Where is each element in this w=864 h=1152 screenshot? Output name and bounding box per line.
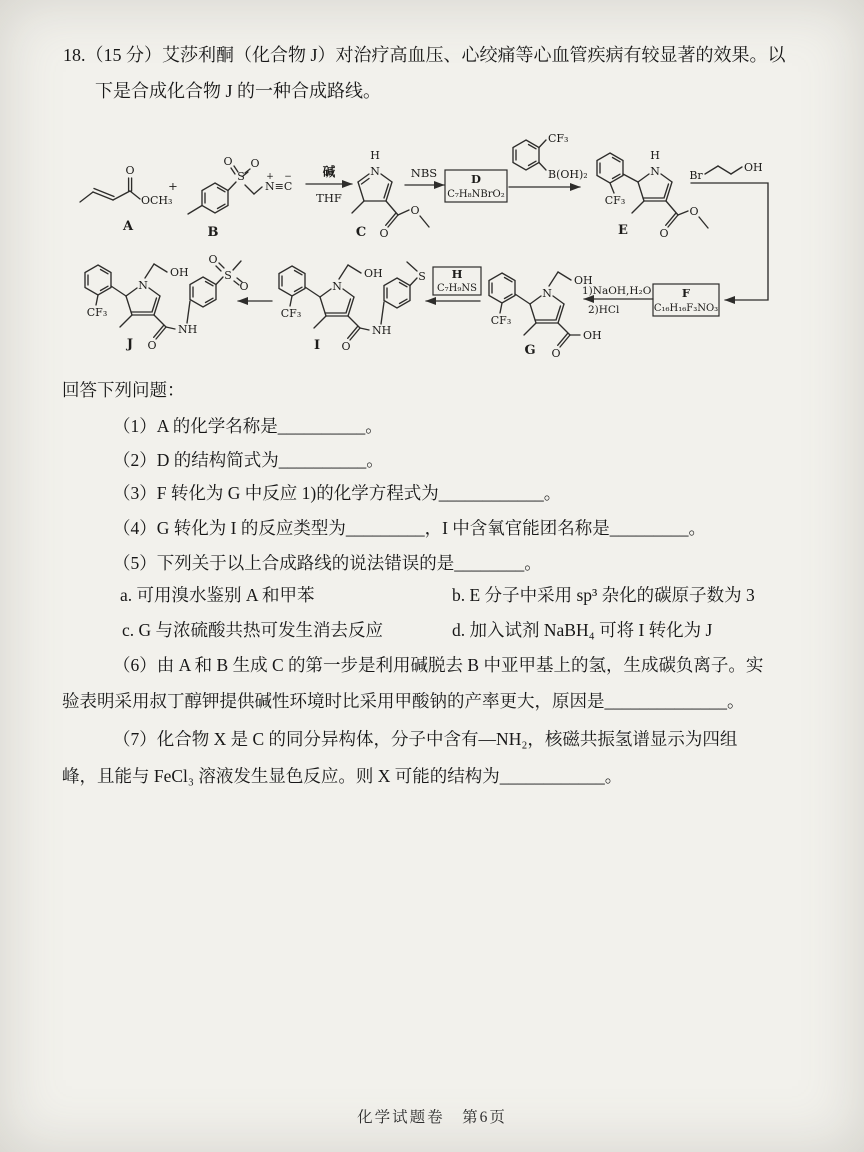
question-5: （5）下列关于以上合成路线的说法错误的是________。 xyxy=(113,553,542,573)
carbonyl-o-label: O xyxy=(379,227,389,240)
compound-f-letter: F xyxy=(681,286,691,300)
question-4: （4）G 转化为 I 的反应类型为_________，I 中含氧官能团名称是_________。 xyxy=(113,518,707,538)
cf3-label: CF₃ xyxy=(86,306,108,319)
carbonyl-o-label: O xyxy=(341,340,351,353)
question-6-line2: 验表明采用叔丁醇钾提供碱性环境时比采用甲酸钠的产率更大，原因是______________。 xyxy=(62,691,745,711)
question-5-option-d: d. 加入试剂 NaBH₄ 可将 I 转化为 J xyxy=(452,620,713,640)
nitrogen-label: N xyxy=(650,165,660,178)
oh-label: OH xyxy=(574,274,593,287)
minus-charge: − xyxy=(284,172,292,182)
nitrogen-label: N xyxy=(138,279,148,292)
arrow-label-naoh: 1)NaOH,H₂O xyxy=(582,285,652,297)
compound-j-letter: J xyxy=(126,337,134,352)
sulfur-label: S xyxy=(418,270,426,283)
arrow-bromoethanol xyxy=(689,161,768,300)
synthesis-scheme xyxy=(28,120,838,380)
compound-h-formula: C₇H₉NS xyxy=(437,283,477,294)
compound-e-letter: E xyxy=(618,223,628,238)
arrow-label-base: 碱 xyxy=(322,164,336,179)
carbonyl-o-label: O xyxy=(125,164,135,177)
ester-o-label: O xyxy=(410,204,420,217)
arrow-nbs xyxy=(405,166,444,185)
arrow-label-thf: THF xyxy=(316,191,342,205)
compound-i-structure xyxy=(279,262,426,353)
br-label: Br xyxy=(689,169,703,182)
compound-c-structure xyxy=(352,149,429,240)
compound-h-letter: H xyxy=(451,267,463,281)
compound-d-letter: D xyxy=(471,172,481,186)
compound-h-box xyxy=(433,267,481,295)
question-7-line1: （7）化合物 X 是 C 的同分异构体，分子中含有—NH₂，核磁共振氢谱显示为四组 xyxy=(113,729,738,749)
cf3-label: CF₃ xyxy=(548,132,569,145)
question-5-option-a: a. 可用溴水鉴别 A 和甲苯 xyxy=(120,585,315,605)
amide-nh-label: NH xyxy=(372,324,392,337)
compound-b-structure xyxy=(188,155,292,240)
sulfonyl-o-label: O xyxy=(250,157,260,170)
boronic-acid-reagent xyxy=(513,132,588,181)
oh-label: OH xyxy=(170,266,189,279)
carbonyl-o-label: O xyxy=(147,339,157,352)
compound-a-structure xyxy=(80,164,172,234)
oh-label: OH xyxy=(364,267,383,280)
plus-sign: + xyxy=(168,179,178,193)
compound-f-formula: C₁₆H₁₆F₃NO₃ xyxy=(653,303,719,314)
nh-hydrogen-label: H xyxy=(370,149,380,162)
compound-d-formula: C₇H₈NBrO₂ xyxy=(447,189,505,200)
sulfonyl-o-label: O xyxy=(223,155,233,168)
nh-hydrogen-label: H xyxy=(650,149,660,162)
questions-prompt: 回答下列问题： xyxy=(62,380,185,400)
compound-i-letter: I xyxy=(313,338,321,353)
sulfonyl-o-label: O xyxy=(208,253,218,266)
nitrogen-label: N xyxy=(542,287,552,300)
carbonyl-o-label: O xyxy=(659,227,669,240)
nitrogen-label: N xyxy=(332,280,342,293)
compound-b-letter: B xyxy=(207,225,219,240)
carbonyl-o-label: O xyxy=(551,347,561,360)
question-6-line1: （6）由 A 和 B 生成 C 的第一步是利用碱脱去 B 中亚甲基上的氢，生成碳负离子。实 xyxy=(113,655,764,675)
isocyanide-label: N≡C xyxy=(265,180,293,193)
cf3-label: CF₃ xyxy=(604,194,626,207)
arrow-naoh-hcl xyxy=(582,285,653,316)
compound-g-letter: G xyxy=(524,343,536,358)
compound-e-structure xyxy=(597,149,708,240)
compound-f-box xyxy=(653,284,719,316)
boronic-label: B(OH)₂ xyxy=(548,168,588,181)
question-1: （1）A 的化学名称是__________。 xyxy=(113,416,383,436)
amide-nh-label: NH xyxy=(178,323,198,336)
question-intro-line2: 下是合成化合物 J 的一种合成路线。 xyxy=(95,81,382,101)
arrow-base-thf xyxy=(306,164,352,205)
compound-g-structure xyxy=(489,272,602,360)
question-2: （2）D 的结构简式为__________。 xyxy=(113,450,384,470)
arrow-label-nbs: NBS xyxy=(410,166,438,180)
arrow-label-hcl: 2)HCl xyxy=(588,304,620,316)
compound-j-structure xyxy=(85,253,249,352)
plus-charge: + xyxy=(266,172,274,182)
question-3: （3）F 转化为 G 中反应 1)的化学方程式为____________。 xyxy=(113,483,562,503)
ester-o-label: O xyxy=(689,205,699,218)
arrow-boronic-acid xyxy=(509,132,588,187)
compound-a-letter: A xyxy=(122,219,134,234)
sulfonyl-o-label: O xyxy=(239,280,249,293)
acid-oh-label: OH xyxy=(583,329,602,342)
question-5-option-c: c. G 与浓硫酸共热可发生消去反应 xyxy=(122,620,384,640)
oh-label: OH xyxy=(744,161,763,174)
compound-c-letter: C xyxy=(355,225,367,240)
nitrogen-label: N xyxy=(370,165,380,178)
page-footer: 化学试题卷 第6页 xyxy=(357,1109,507,1126)
cf3-label: CF₃ xyxy=(280,307,302,320)
cf3-label: CF₃ xyxy=(490,314,512,327)
question-5-option-b: b. E 分子中采用 sp³ 杂化的碳原子数为 3 xyxy=(452,585,755,605)
question-intro-line1: 18.（15 分）艾莎利酮（化合物 J）对治疗高血压、心绞痛等心血管疾病有较显著的效果。以 xyxy=(63,45,786,65)
sulfur-label: S xyxy=(237,170,245,183)
question-7-line2: 峰，且能与 FeCl₃ 溶液发生显色反应。则 X 可能的结构为____________。 xyxy=(62,766,623,786)
sulfur-label: S xyxy=(224,269,232,282)
compound-d-box xyxy=(445,170,507,202)
methoxy-label: OCH₃ xyxy=(141,194,173,207)
